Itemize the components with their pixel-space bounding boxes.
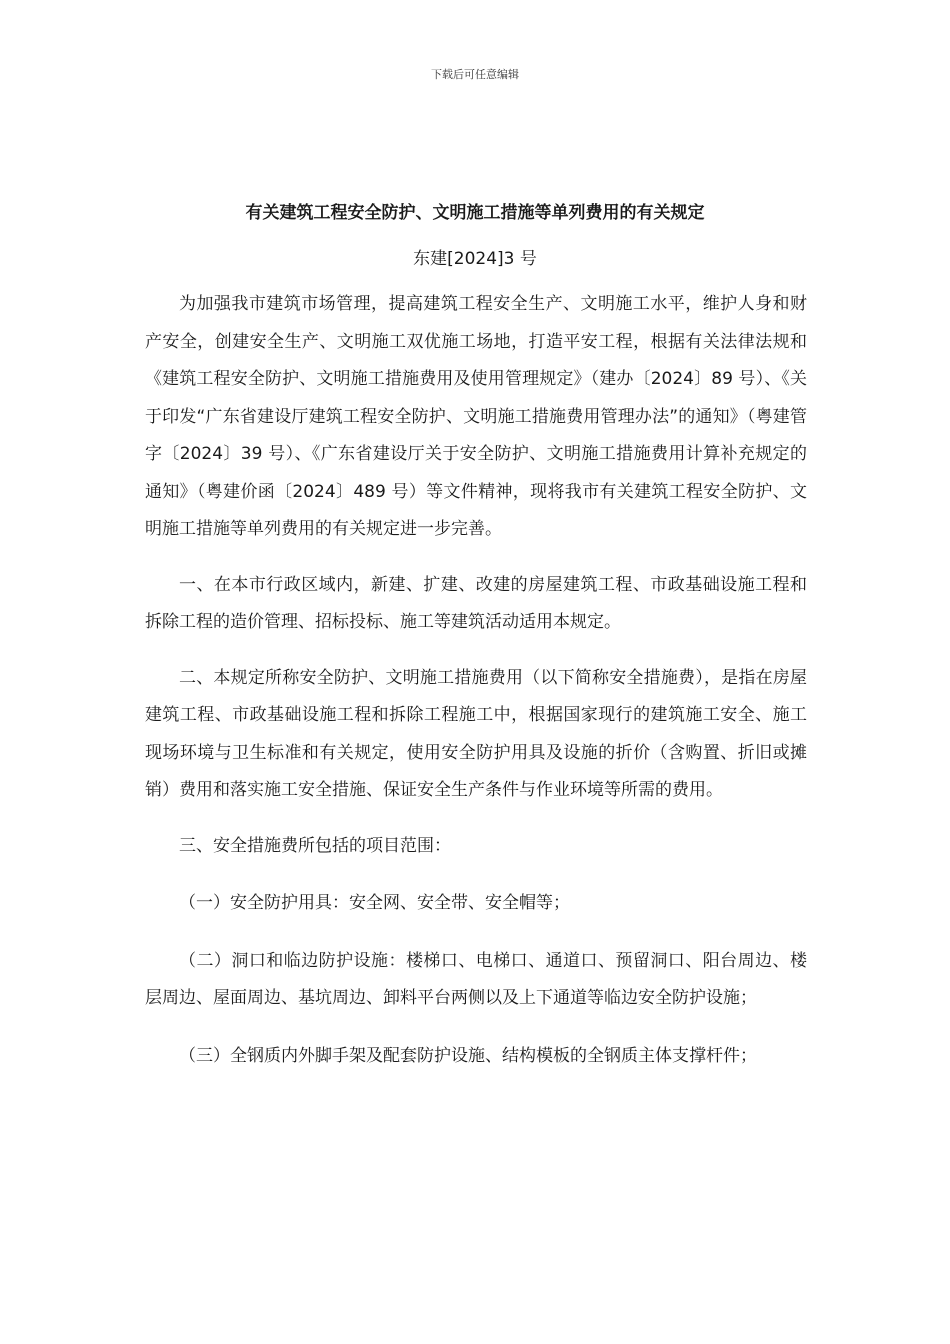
paragraph-article-1: 一、在本市行政区域内，新建、扩建、改建的房屋建筑工程、市政基础设施工程和拆除工程的造价管理、招标投标、施工等建筑活动适用本规定。 <box>145 574 807 632</box>
paragraph-item-1: （一）安全防护用具：安全网、安全带、安全帽等； <box>179 893 570 913</box>
document-body <box>145 286 807 1075</box>
page-header-note: 下载后可任意编辑 <box>431 68 519 81</box>
paragraph-preamble: 为加强我市建筑市场管理，提高建筑工程安全生产、文明施工水平，维护人身和财产安全，创建安全生产、文明施工双优施工场地，打造平安工程，根据有关法律法规和《建筑工程安全防护、文明施工措施费用及使用管理规定》（建办〔2024〕89 号）、《关于印发“广东省建设厅建筑工程安全防护、文明施工措施费用管理办法”的通知》（粤建管字〔2024〕39 号）、《广东省建设厅关于安全防护、文明施工措施费用计算补充规定的通知》（粤建价函〔2024〕489 号）等文件精神，现将我市有关建筑工程安全防护、文明施工措施等单列费用的有关规定进一步完善。 <box>145 294 807 539</box>
document-title: 有关建筑工程安全防护、文明施工措施等单列费用的有关规定 <box>245 203 705 223</box>
paragraph-item-3: （三）全钢质内外脚手架及配套防护设施、结构模板的全钢质主体支撑杆件； <box>179 1045 757 1066</box>
paragraph-article-3: 三、安全措施费所包括的项目范围： <box>179 835 451 856</box>
paragraph-item-2: （二）洞口和临边防护设施：楼梯口、电梯口、通道口、预留洞口、阳台周边、楼层周边、屋面周边、基坑周边、卸料平台两侧以及上下通道等临边安全防护设施； <box>145 950 807 1008</box>
paragraph-article-2: 二、本规定所称安全防护、文明施工措施费用（以下简称安全措施费），是指在房屋建筑工程、市政基础设施工程和拆除工程施工中，根据国家现行的建筑施工安全、施工现场环境与卫生标准和有关规定，使用安全防护用具及设施的折价（含购置、折旧或摊销）费用和落实施工安全措施、保证安全生产条件与作业环境等所需的费用。 <box>145 667 807 800</box>
document-number: 东建[2024]3 号 <box>413 249 537 269</box>
